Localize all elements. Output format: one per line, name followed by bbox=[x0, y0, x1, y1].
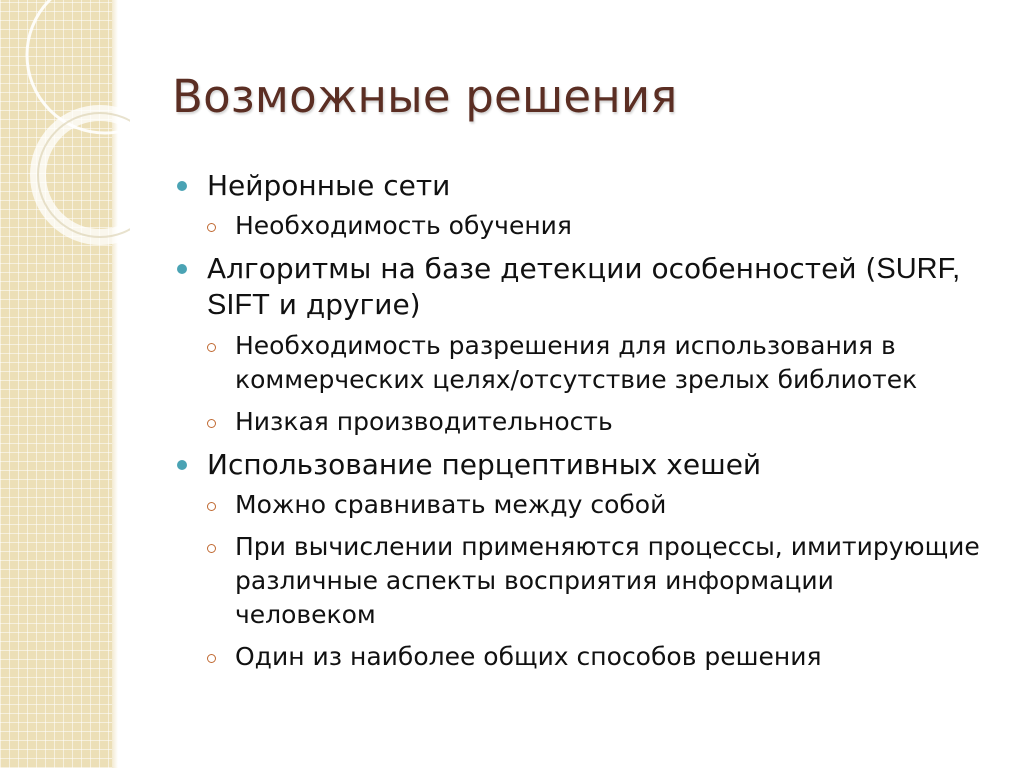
list-item-text-latin: SURF, SIFT bbox=[207, 253, 961, 321]
list-item-text-suffix: и другие) bbox=[269, 288, 421, 321]
sub-list-item-text: Необходимость обучения bbox=[235, 211, 572, 240]
sub-list-item bbox=[207, 329, 982, 397]
sub-list-item bbox=[207, 209, 982, 243]
bullet-dot-icon bbox=[177, 181, 187, 191]
bullet-circle-icon bbox=[207, 544, 216, 553]
sub-list-item bbox=[207, 640, 982, 674]
bullet-dot-icon bbox=[177, 264, 187, 274]
sub-list-item-text: Необходимость разрешения для использования в коммерческих целях/отсутствие зрелых библиотек bbox=[235, 331, 918, 394]
decorative-circles-icon bbox=[0, 0, 130, 260]
list-item-text-prefix: Алгоритмы на базе детекции особенностей ( bbox=[207, 252, 877, 285]
page-title: Возможные решения bbox=[172, 70, 678, 123]
sub-list bbox=[207, 329, 982, 439]
bullet-circle-icon bbox=[207, 502, 216, 511]
list-item bbox=[172, 447, 982, 674]
sub-list bbox=[207, 488, 982, 674]
list-item-text: Нейронные сети bbox=[207, 169, 451, 202]
sub-list-item-text: Можно сравнивать между собой bbox=[235, 490, 667, 519]
slide-content bbox=[172, 168, 982, 682]
bullet-list bbox=[172, 168, 982, 674]
sub-list-item bbox=[207, 488, 982, 522]
sub-list-item bbox=[207, 405, 982, 439]
bullet-dot-icon bbox=[177, 460, 187, 470]
list-item-text: Использование перцептивных хешей bbox=[207, 448, 762, 481]
list-item bbox=[172, 168, 982, 243]
bullet-circle-icon bbox=[207, 654, 216, 663]
sub-list-item-text: При вычислении применяются процессы, имитирующие различные аспекты восприятия информации человеком bbox=[235, 532, 980, 629]
bullet-circle-icon bbox=[207, 343, 216, 352]
sub-list bbox=[207, 209, 982, 243]
list-item bbox=[172, 251, 982, 439]
bullet-circle-icon bbox=[207, 419, 216, 428]
sub-list-item-text: Низкая производительность bbox=[235, 407, 613, 436]
sub-list-item-text: Один из наиболее общих способов решения bbox=[235, 642, 822, 671]
sub-list-item bbox=[207, 530, 982, 632]
bullet-circle-icon bbox=[207, 223, 216, 232]
